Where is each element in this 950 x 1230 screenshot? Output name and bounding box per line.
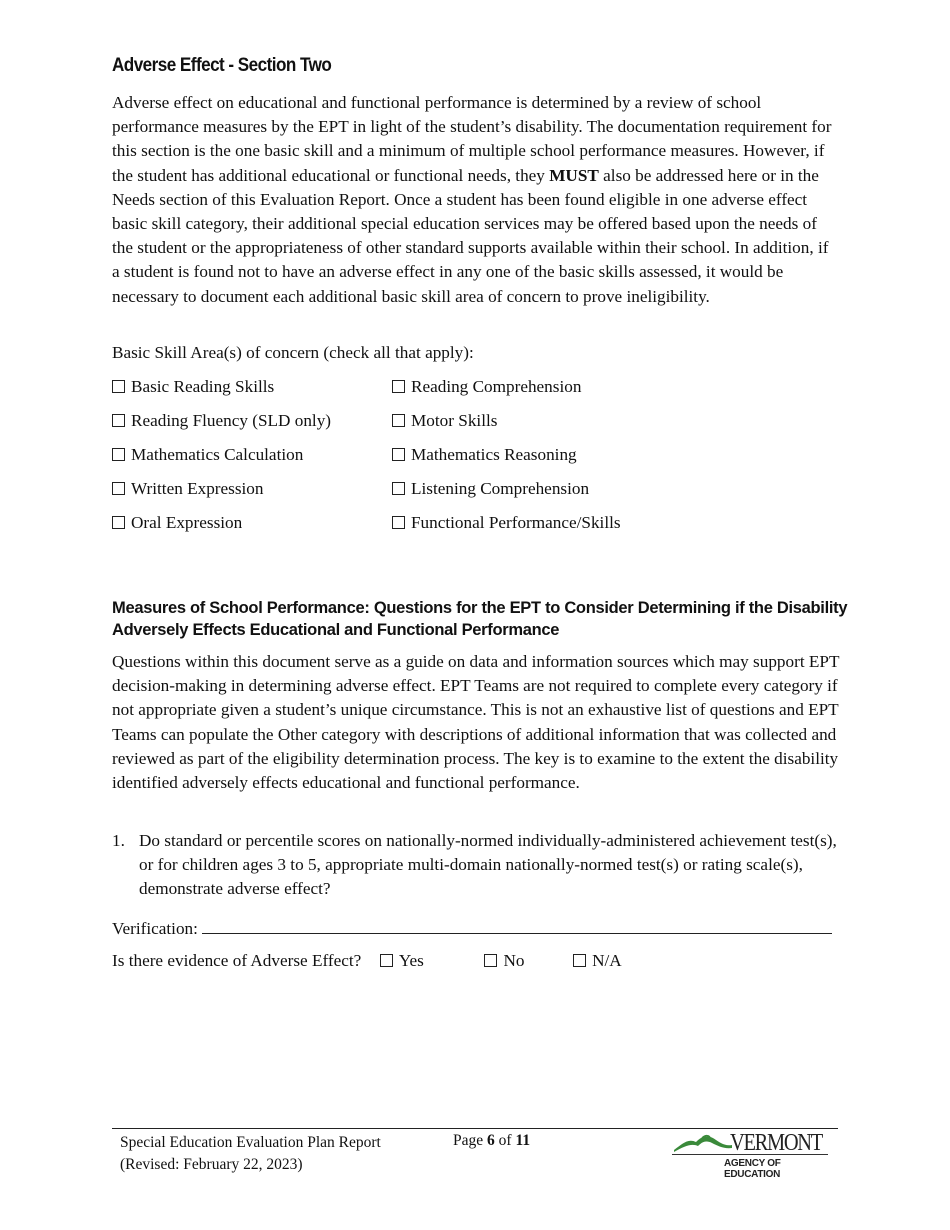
checkbox-icon[interactable] [112, 414, 125, 427]
question-text: Do standard or percentile scores on nationally-normed individually-administered achievement test(s), or for children ages 3 to 5, appropriate multi-domain nationally-normed test(s) or rating scale(s), demonstrate adverse effect? [139, 831, 837, 899]
checkbox-basic-reading-skills[interactable]: Basic Reading Skills [112, 377, 274, 397]
checkbox-icon[interactable] [112, 448, 125, 461]
logo-agency-text: AGENCY OF EDUCATION [724, 1158, 781, 1180]
vermont-agency-logo [672, 1130, 832, 1180]
skills-prompt: Basic Skill Area(s) of concern (check all that apply): [112, 343, 474, 362]
checkbox-icon[interactable] [392, 448, 405, 461]
verification-field[interactable] [112, 917, 832, 939]
measures-paragraph: Questions within this document serve as a guide on data and information sources which may support EPT decision-making in determining adverse effect. EPT Teams are not required to complete every category if not appropriate given a student’s unique circumstance. This is not an exhaustive list of questions and EPT Teams can populate the Other category with descriptions of additional information that was collected and reviewed as part of the eligibility determination process. The key is to examine to the extent the disability identified adversely effects educational and functional performance. [112, 652, 840, 793]
checkbox-icon[interactable] [112, 516, 125, 529]
checkbox-functional-performance[interactable]: Functional Performance/Skills [392, 513, 621, 533]
checkbox-oral-expression[interactable]: Oral Expression [112, 513, 242, 533]
adverse-effect-evidence [112, 951, 622, 971]
measures-heading: Measures of School Performance: Questions for the EPT to Consider Determining if the Disability Adversely Effects Educational and Functional Performance [112, 599, 848, 639]
mountain-logo-icon [672, 1132, 732, 1154]
evidence-na-option[interactable]: N/A [573, 951, 622, 970]
evidence-yes-option[interactable]: Yes [380, 951, 424, 970]
checkbox-icon[interactable] [380, 954, 393, 967]
checkbox-icon[interactable] [392, 414, 405, 427]
checkbox-reading-comprehension[interactable]: Reading Comprehension [392, 377, 581, 397]
checkbox-mathematics-calculation[interactable]: Mathematics Calculation [112, 445, 303, 465]
evidence-no-option[interactable]: No [484, 951, 524, 970]
checkbox-mathematics-reasoning[interactable]: Mathematics Reasoning [392, 445, 577, 465]
footer-document-info [120, 1132, 381, 1176]
checkbox-written-expression[interactable]: Written Expression [112, 479, 263, 499]
evidence-question: Is there evidence of Adverse Effect? [112, 951, 362, 970]
question-1 [112, 829, 840, 902]
checkbox-motor-skills[interactable]: Motor Skills [392, 411, 497, 431]
section-title: Adverse Effect - Section Two [112, 55, 332, 76]
checkbox-icon[interactable] [112, 380, 125, 393]
checkbox-icon[interactable] [392, 516, 405, 529]
footer-divider [112, 1128, 838, 1129]
intro-paragraph: Adverse effect on educational and functional performance is determined by a review of school performance measures by the EPT in light of the student’s disability. The documentation requirement for this section is the one basic skill and a minimum of multiple school performance measures. However, if the student has additional educational or functional needs, they MUST also be addressed here or in the Needs section of this Evaluation Report. Once a student has been found eligible in one adverse effect basic skill category, their additional special education services may be offered based upon the needs of the student or the appropriateness of other standard supports available within their school. In addition, if a student is found not to have an adverse effect in any one of the basic skills assessed, it would be necessary to document each additional basic skill area of concern to prove ineligibility. [112, 93, 832, 306]
question-number: 1. [112, 831, 125, 850]
checkbox-icon[interactable] [573, 954, 586, 967]
checkbox-icon[interactable] [392, 380, 405, 393]
checkbox-listening-comprehension[interactable]: Listening Comprehension [392, 479, 589, 499]
checkbox-icon[interactable] [112, 482, 125, 495]
logo-wordmark: VERMONT [730, 1130, 822, 1156]
verification-label: Verification: [112, 919, 198, 938]
footer-revised-date: (Revised: February 22, 2023) [120, 1156, 303, 1173]
footer-doc-title: Special Education Evaluation Plan Report [120, 1134, 381, 1151]
page-number: Page 6 of 11 [453, 1132, 531, 1149]
verification-input-line[interactable] [202, 917, 832, 934]
checkbox-icon[interactable] [392, 482, 405, 495]
checkbox-icon[interactable] [484, 954, 497, 967]
must-emphasis: MUST [549, 165, 599, 185]
checkbox-reading-fluency[interactable]: Reading Fluency (SLD only) [112, 411, 331, 431]
